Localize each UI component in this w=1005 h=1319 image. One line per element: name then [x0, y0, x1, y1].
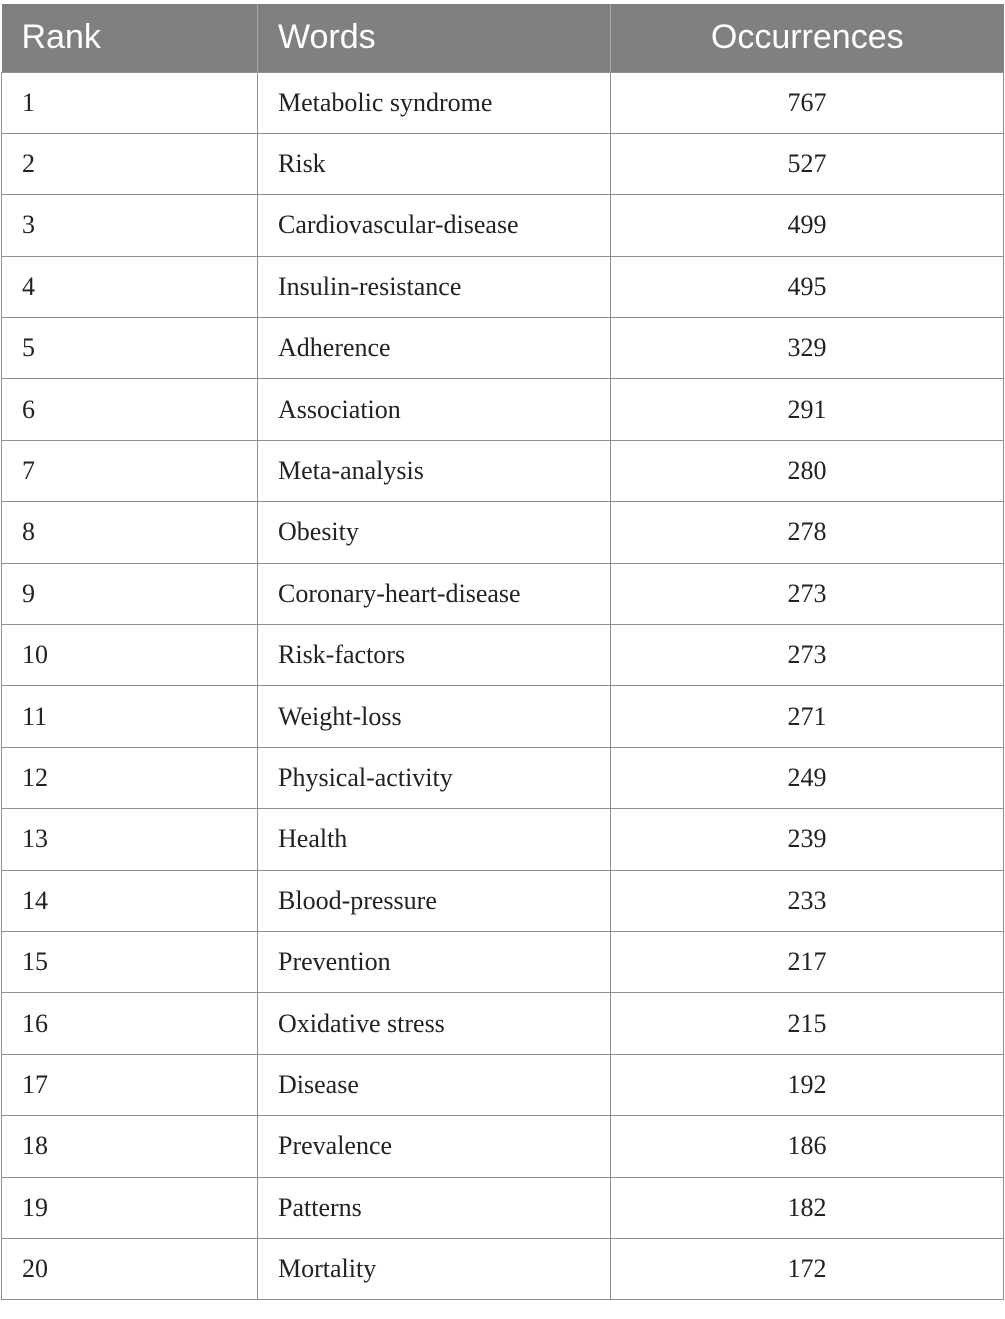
table-row — [2, 1177, 1004, 1238]
table-row — [2, 747, 1004, 808]
rank-cell: 12 — [2, 747, 258, 808]
rank-cell: 15 — [2, 931, 258, 992]
table-row — [2, 1116, 1004, 1177]
table-row — [2, 195, 1004, 256]
occurrences-cell: 495 — [611, 256, 1004, 317]
occurrences-cell: 215 — [611, 993, 1004, 1054]
word-cell: Adherence — [258, 318, 611, 379]
rank-cell: 11 — [2, 686, 258, 747]
header-words: Words — [258, 4, 611, 72]
rank-cell: 14 — [2, 870, 258, 931]
occurrences-cell: 280 — [611, 440, 1004, 501]
occurrences-cell: 217 — [611, 931, 1004, 992]
rank-cell: 20 — [2, 1238, 258, 1299]
table-body — [2, 72, 1004, 1300]
word-cell: Association — [258, 379, 611, 440]
occurrences-cell: 271 — [611, 686, 1004, 747]
table-row — [2, 870, 1004, 931]
table-row — [2, 931, 1004, 992]
rank-cell: 7 — [2, 440, 258, 501]
rank-cell: 1 — [2, 72, 258, 133]
word-cell: Weight-loss — [258, 686, 611, 747]
table-row — [2, 133, 1004, 194]
table-row — [2, 993, 1004, 1054]
table-row — [2, 1238, 1004, 1299]
word-cell: Blood-pressure — [258, 870, 611, 931]
word-cell: Meta-analysis — [258, 440, 611, 501]
occurrences-cell: 192 — [611, 1054, 1004, 1115]
rank-cell: 9 — [2, 563, 258, 624]
word-cell: Cardiovascular-disease — [258, 195, 611, 256]
rank-cell: 4 — [2, 256, 258, 317]
occurrences-cell: 273 — [611, 625, 1004, 686]
table-header — [2, 4, 1004, 72]
table-row — [2, 809, 1004, 870]
table-row — [2, 318, 1004, 379]
word-cell: Insulin-resistance — [258, 256, 611, 317]
word-cell: Patterns — [258, 1177, 611, 1238]
word-cell: Physical-activity — [258, 747, 611, 808]
word-cell: Coronary-heart-disease — [258, 563, 611, 624]
word-cell: Metabolic syndrome — [258, 72, 611, 133]
table-row — [2, 625, 1004, 686]
rank-cell: 19 — [2, 1177, 258, 1238]
rank-cell: 5 — [2, 318, 258, 379]
rank-cell: 10 — [2, 625, 258, 686]
header-occurrences: Occurrences — [611, 4, 1004, 72]
occurrences-cell: 239 — [611, 809, 1004, 870]
rank-cell: 16 — [2, 993, 258, 1054]
rank-cell: 13 — [2, 809, 258, 870]
occurrences-cell: 767 — [611, 72, 1004, 133]
table-row — [2, 256, 1004, 317]
occurrences-cell: 329 — [611, 318, 1004, 379]
rank-cell: 6 — [2, 379, 258, 440]
header-row — [2, 4, 1004, 72]
rank-cell: 2 — [2, 133, 258, 194]
occurrences-cell: 527 — [611, 133, 1004, 194]
occurrences-cell: 499 — [611, 195, 1004, 256]
table-row — [2, 1054, 1004, 1115]
word-cell: Health — [258, 809, 611, 870]
occurrences-cell: 182 — [611, 1177, 1004, 1238]
word-cell: Prevalence — [258, 1116, 611, 1177]
rank-cell: 18 — [2, 1116, 258, 1177]
occurrences-cell: 172 — [611, 1238, 1004, 1299]
word-cell: Disease — [258, 1054, 611, 1115]
word-cell: Obesity — [258, 502, 611, 563]
table-row — [2, 440, 1004, 501]
header-rank: Rank — [2, 4, 258, 72]
keyword-occurrence-table — [1, 4, 1004, 1300]
occurrences-cell: 233 — [611, 870, 1004, 931]
occurrences-cell: 291 — [611, 379, 1004, 440]
word-cell: Risk — [258, 133, 611, 194]
occurrences-cell: 249 — [611, 747, 1004, 808]
occurrences-cell: 186 — [611, 1116, 1004, 1177]
rank-cell: 8 — [2, 502, 258, 563]
occurrences-cell: 278 — [611, 502, 1004, 563]
word-cell: Mortality — [258, 1238, 611, 1299]
table-row — [2, 72, 1004, 133]
table-row — [2, 686, 1004, 747]
rank-cell: 3 — [2, 195, 258, 256]
rank-cell: 17 — [2, 1054, 258, 1115]
word-cell: Risk-factors — [258, 625, 611, 686]
keyword-table-container — [1, 4, 1003, 1300]
word-cell: Prevention — [258, 931, 611, 992]
table-row — [2, 563, 1004, 624]
word-cell: Oxidative stress — [258, 993, 611, 1054]
occurrences-cell: 273 — [611, 563, 1004, 624]
table-row — [2, 379, 1004, 440]
table-row — [2, 502, 1004, 563]
